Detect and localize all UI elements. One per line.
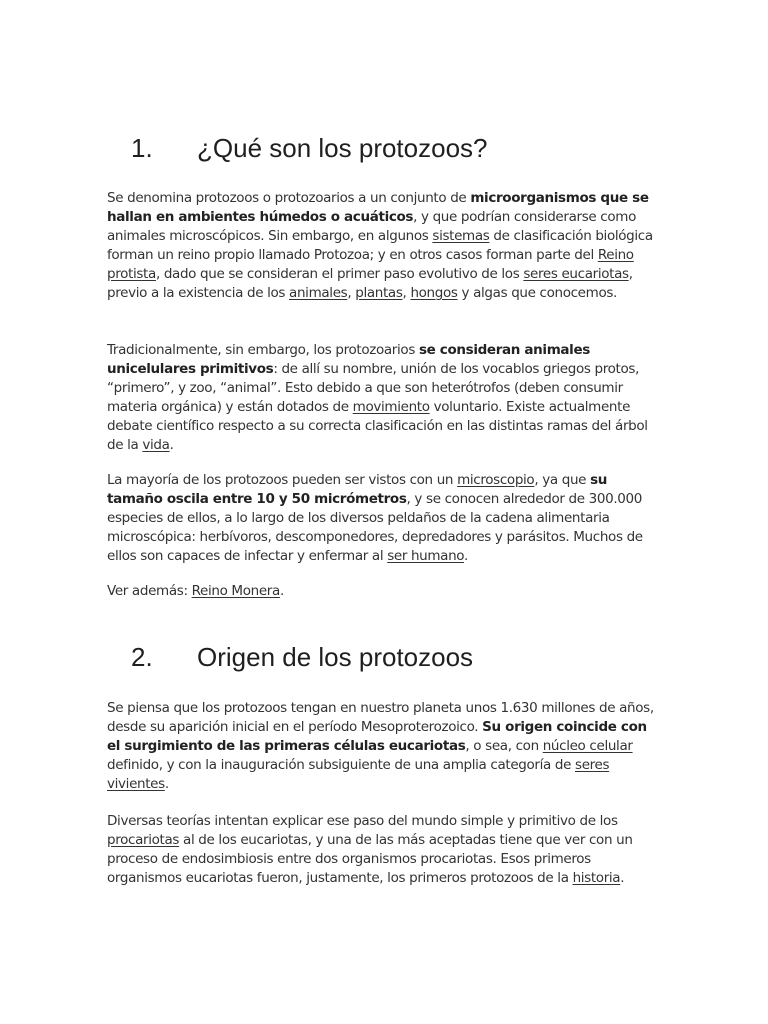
paragraph [107,812,662,888]
text-link[interactable]: historia [572,870,621,886]
text-run: . [463,548,468,564]
text-run: , [402,285,411,301]
text-run: Se denomina protozoos o protozoarios a un conjunto de [107,190,471,206]
paragraph [107,341,662,455]
text-run: , dado que se consideran el primer paso evolutivo de los [155,266,524,282]
bold-text: microorganismos que se hallan en ambientes húmedos o acuáticos [107,190,649,225]
text-run: : de allí su nombre, unión de los vocablos griegos protos, “primero”, y zoo, “animal”. Esto debido a que son heterótrofos (deben consumir materia orgánica) y están dotados de [107,361,640,415]
see-also-paragraph [107,582,662,601]
text-run: . [164,776,169,792]
text-link[interactable]: sistemas [432,228,490,244]
paragraph [107,471,662,566]
text-link[interactable]: ser humano [387,548,464,564]
text-run: Diversas teorías intentan explicar ese paso del mundo simple y primitivo de los [107,813,618,829]
text-link[interactable]: seres eucariotas [523,266,629,282]
section-title: Origen de los protozoos [197,642,474,672]
bold-text: su tamaño oscila entre 10 y 50 micrómetros [107,472,608,507]
bold-text: se consideran animales unicelulares primitivos [107,342,590,377]
text-run: , [347,285,356,301]
text-link[interactable]: hongos [410,285,458,301]
text-run: . [279,583,284,599]
text-run: . [169,437,174,453]
text-run: voluntario. Existe actualmente debate científico respecto a su correcta clasificación en las distintas ramas del árbol de la [107,399,648,453]
text-run: . [620,870,625,886]
section-number: 1. [131,133,153,163]
text-run: de clasificación biológica forman un reino propio llamado Protozoa; y en otros casos forman parte del [107,228,653,263]
text-link[interactable]: seres vivientes [107,757,610,792]
text-run: y algas que conocemos. [457,285,617,301]
text-run: , o sea, con [465,738,543,754]
text-link[interactable]: Reino Monera [191,583,280,599]
text-run: Ver además: [107,583,192,599]
bold-text: Su origen coincide con el surgimiento de las primeras células eucariotas [107,719,647,754]
text-link[interactable]: núcleo celular [542,738,633,754]
text-link[interactable]: vida [142,437,170,453]
text-run: , y se conocen alrededor de 300.000 especies de ellos, a lo largo de los diversos peldaños de la cadena alimentaria microscópica: herbívoros, descomponedores, depredadores y parásitos. Muchos de ellos son capaces de infectar y enfermar al [107,491,643,564]
section-heading-1 [131,133,488,164]
text-link[interactable]: plantas [355,285,403,301]
section-title: ¿Qué son los protozoos? [197,133,488,163]
text-run: Se piensa que los protozoos tengan en nuestro planeta unos 1.630 millones de años, desde su aparición inicial en el período Mesoproterozoico. [107,700,654,735]
paragraph [107,189,662,303]
text-run: , ya que [534,472,591,488]
text-run: al de los eucariotas, y una de las más aceptadas tiene que ver con un proceso de endosimbiosis entre dos organismos procariotas. Esos primeros organismos eucariotas fueron, justamente, los primeros protozoos de la [107,832,633,886]
text-link[interactable]: animales [289,285,348,301]
text-link[interactable]: movimiento [352,399,430,415]
text-link[interactable]: procariotas [107,832,180,848]
text-run: definido, y con la inauguración subsiguiente de una amplia categoría de [107,757,576,773]
section-number: 2. [131,642,153,672]
section-heading-2 [131,642,473,673]
text-run: , y que podrían considerarse como animales microscópicos. Sin embargo, en algunos [107,209,636,244]
paragraph [107,699,662,794]
text-run: La mayoría de los protozoos pueden ser vistos con un [107,472,458,488]
text-link[interactable]: microscopio [457,472,535,488]
text-run: Tradicionalmente, sin embargo, los protozoarios [107,342,419,358]
text-link[interactable]: Reino protista [107,247,634,282]
text-run: , previo a la existencia de los [107,266,633,301]
